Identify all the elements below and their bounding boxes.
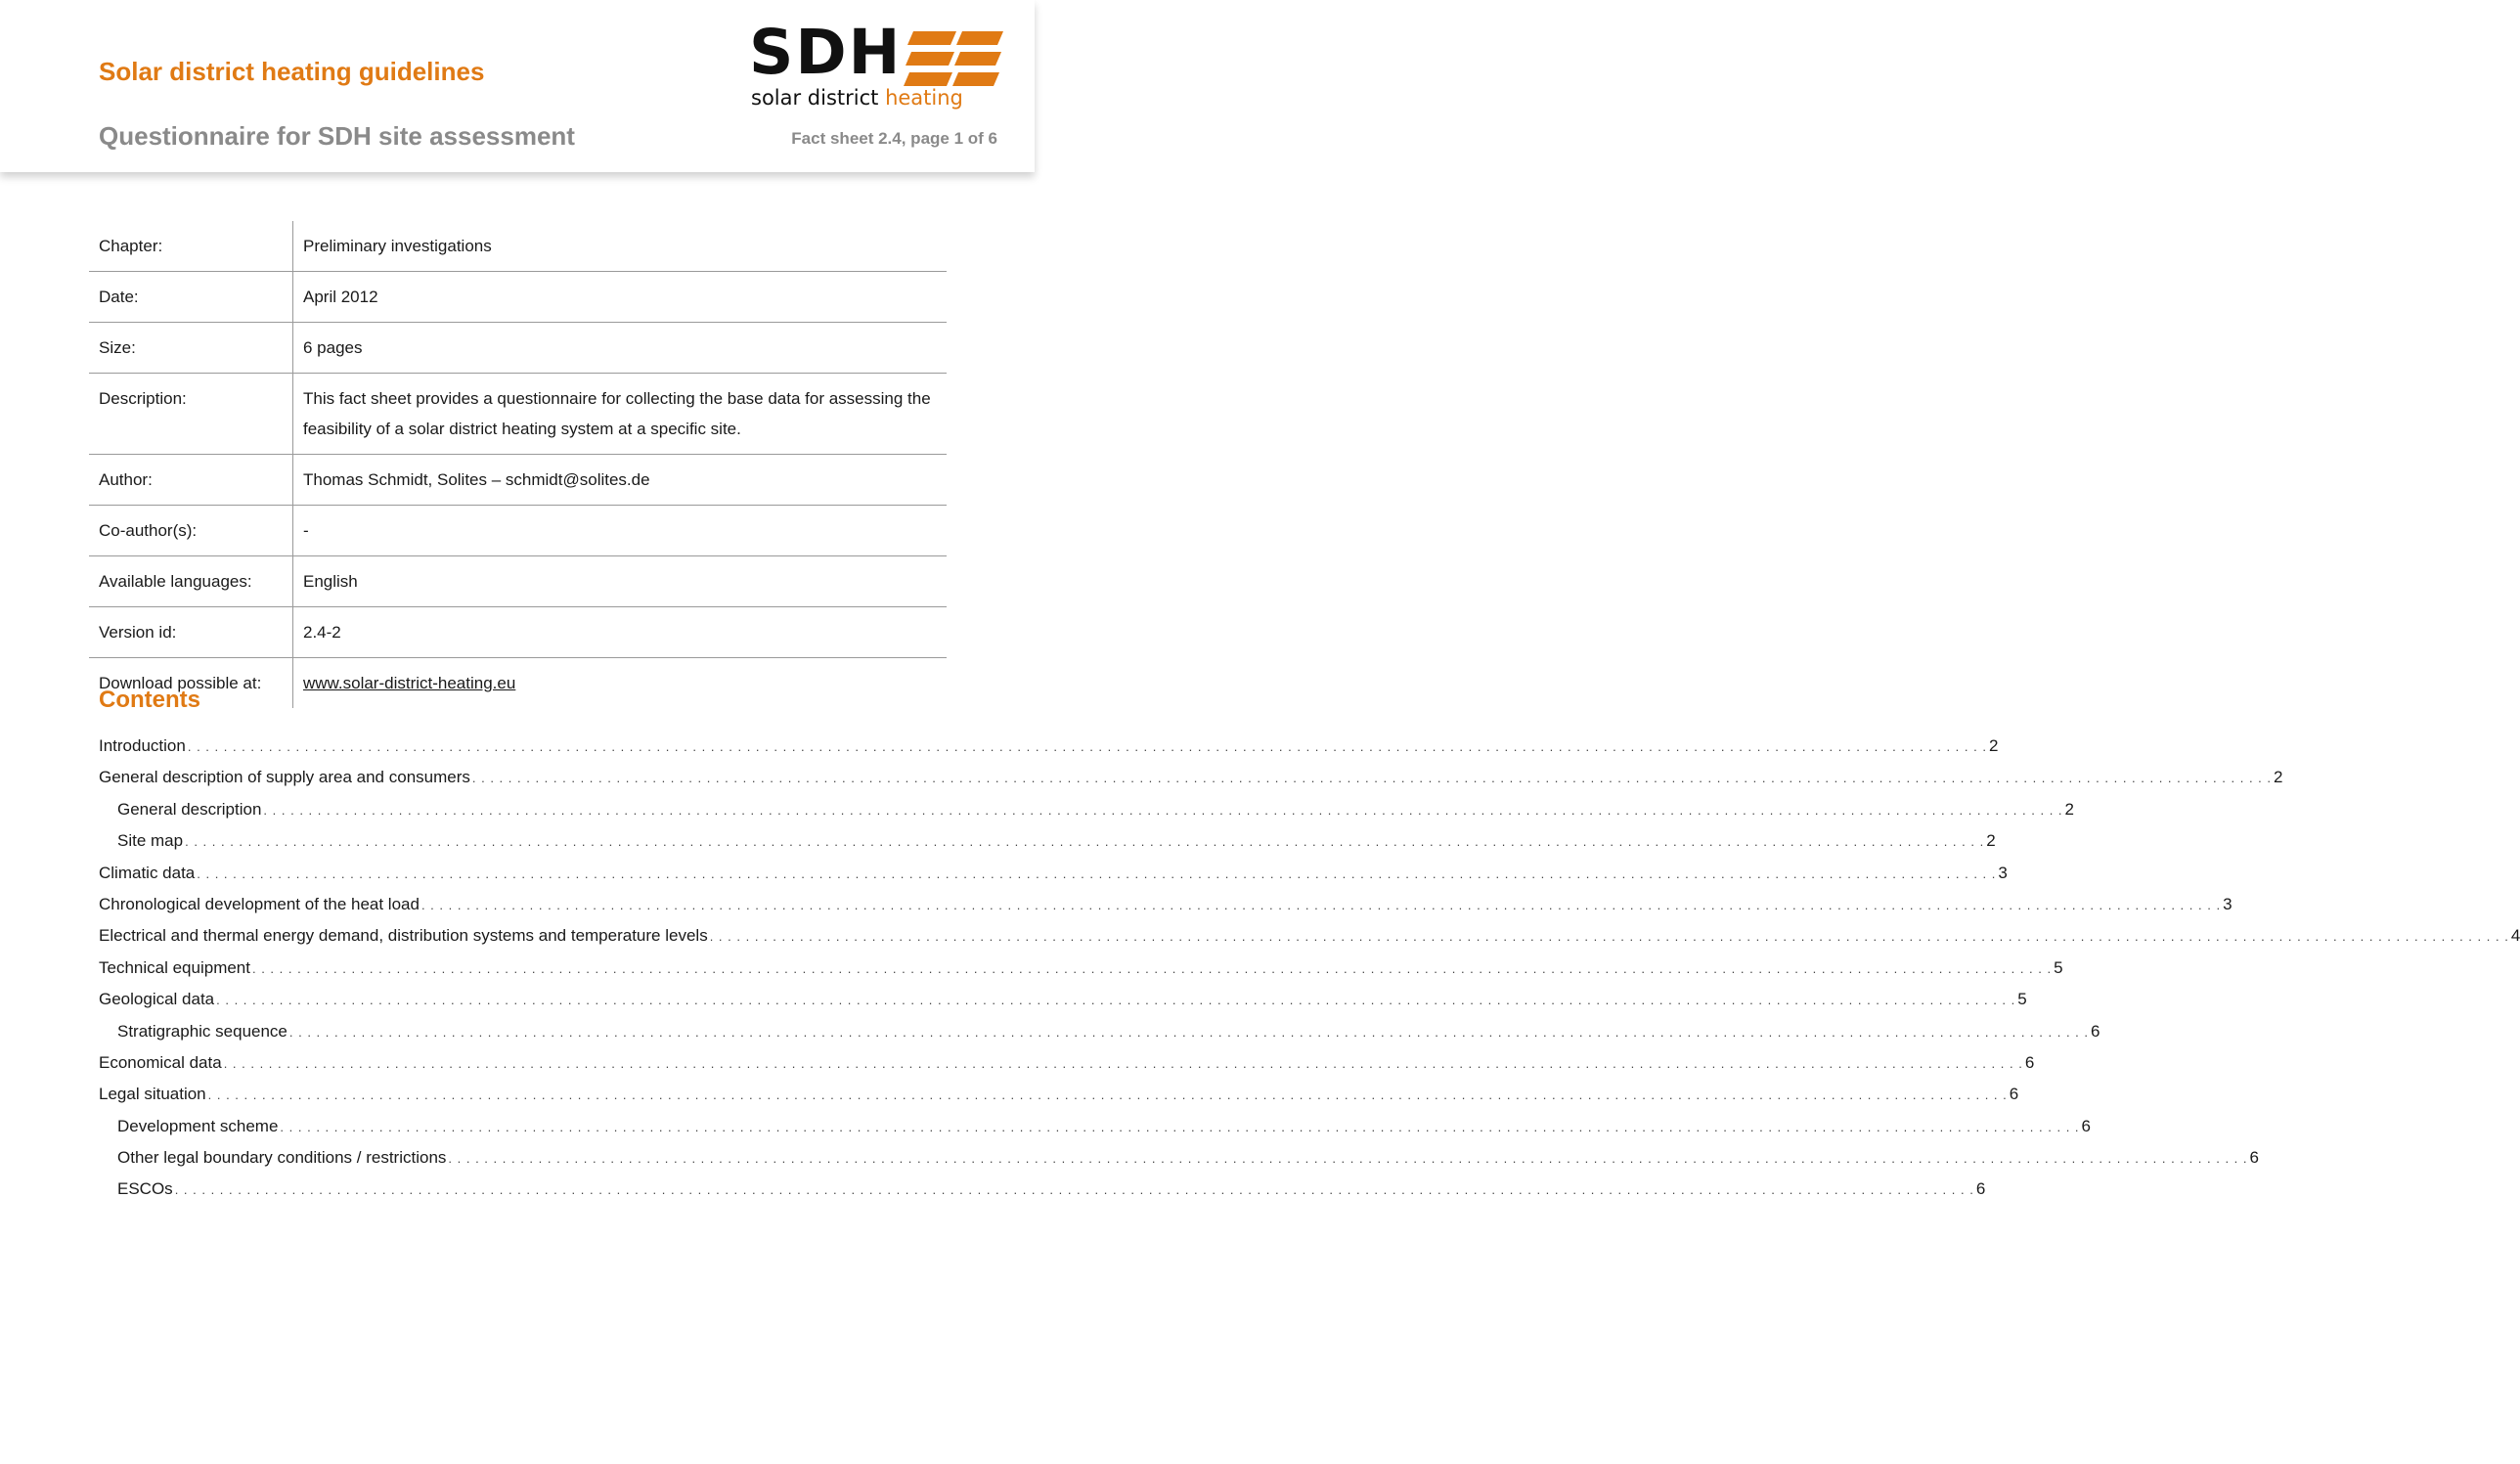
toc-entry-label: Geological data [99,990,215,1009]
metadata-row [89,506,947,556]
logo-tagline-accent: heating [885,86,963,110]
toc-entry-label: Introduction [99,736,186,755]
toc-entry[interactable] [99,765,2283,796]
toc-entry-label: Stratigraphic sequence [117,1021,287,1041]
metadata-value: English [303,572,358,591]
toc-entry[interactable] [99,923,2520,954]
metadata-key: Download possible at: [89,658,293,709]
toc-entry-label: General description of supply area and consumers [99,768,470,787]
download-link[interactable]: www.solar-district-heating.eu [303,674,516,692]
metadata-value: Thomas Schmidt, Solites – schmidt@solites.de [303,470,650,489]
metadata-key: Co-author(s): [89,506,293,556]
toc-entry-label: Development scheme [117,1116,279,1135]
toc-entry[interactable] [99,987,2027,1018]
toc-entry[interactable] [99,1019,2100,1050]
toc-dot-leader: . . . . . . . . . . . . . . . . . . . . . . . . . . . . . . . . . . . . . . . . . . . . . . . . . . . . . . . . . . . . . . . . . . . . . . . . . . . . . . . . . . . . . . . . . . . . . . . . . . . . . . . . . . . . . . . . . . . . . . . . . . . . . . . . . . . . . . . . . . . . . . . . . . . . . . . . . . . . . . . . . . . . . . . . . . . . . . . . . . . . . . . . . . . . . . . . . . . . . . . . [187,739,1987,754]
metadata-key: Description: [89,374,293,455]
toc-dot-leader: . . . . . . . . . . . . . . . . . . . . . . . . . . . . . . . . . . . . . . . . . . . . . . . . . . . . . . . . . . . . . . . . . . . . . . . . . . . . . . . . . . . . . . . . . . . . . . . . . . . . . . . . . . . . . . . . . . . . . . . . . . . . . . . . . . . . . . . . . . . . . . . . . . . . . . . . . . . . . . . . . . . . . . . . . . . . . . . . . . . . . . . . . . . . . . . . . . . . . . . . [185,834,1985,850]
toc-entry-label: Chronological development of the heat load [99,894,420,913]
metadata-key: Version id: [89,607,293,658]
factsheet-page-indicator: Fact sheet 2.4, page 1 of 6 [791,129,997,148]
toc-entry-label: Site map [117,831,184,851]
metadata-row [89,272,947,323]
toc-entry-label: Economical data [99,1052,222,1072]
toc-dot-leader: . . . . . . . . . . . . . . . . . . . . . . . . . . . . . . . . . . . . . . . . . . . . . . . . . . . . . . . . . . . . . . . . . . . . . . . . . . . . . . . . . . . . . . . . . . . . . . . . . . . . . . . . . . . . . . . . . . . . . . . . . . . . . . . . . . . . . . . . . . . . . . . . . . . . . . . . . . . . . . . . . . . . . . . . . . . . . . . . . . . . . . . . . . . . . . . . . . . . . . . . [420,897,2222,912]
metadata-key: Date: [89,272,293,323]
metadata-row [89,323,947,374]
metadata-value: This fact sheet provides a questionnaire for collecting the base data for assessing the feasibility of a solar district heating system at a specific site. [303,389,931,438]
toc-entry[interactable] [99,861,2008,892]
metadata-table [89,221,947,708]
metadata-key: Size: [89,323,293,374]
metadata-row [89,556,947,607]
toc-entry[interactable] [99,733,1999,765]
logo-tagline [751,86,963,110]
toc-page-number: 4 [2510,926,2520,946]
toc-entry[interactable] [99,1145,2259,1176]
toc-dot-leader: . . . . . . . . . . . . . . . . . . . . . . . . . . . . . . . . . . . . . . . . . . . . . . . . . . . . . . . . . . . . . . . . . . . . . . . . . . . . . . . . . . . . . . . . . . . . . . . . . . . . . . . . . . . . . . . . . . . . . . . . . . . . . . . . . . . . . . . . . . . . . . . . . . . . . . . . . . . . . . . . . . . . . . . . . . . . . . . . . . . . . . . . . . . . . . . . . . . . . . . . [251,960,2053,976]
toc-entry-label: Climatic data [99,863,196,882]
toc-entry[interactable] [99,892,2233,923]
toc-entry[interactable] [99,828,1996,860]
metadata-value: Preliminary investigations [303,237,492,255]
toc-entry[interactable] [99,1082,2019,1113]
toc-dot-leader: . . . . . . . . . . . . . . . . . . . . . . . . . . . . . . . . . . . . . . . . . . . . . . . . . . . . . . . . . . . . . . . . . . . . . . . . . . . . . . . . . . . . . . . . . . . . . . . . . . . . . . . . . . . . . . . . . . . . . . . . . . . . . . . . . . . . . . . . . . . . . . . . . . . . . . . . . . . . . . . . . . . . . . . . . . . . . . . . . . . . . . . . . . . . . . . . . . . . . . . . [197,865,1997,881]
metadata-value: 2.4-2 [303,623,341,642]
toc-entry[interactable] [99,955,2063,987]
logo-letters: SDH [749,17,903,88]
metadata-value: April 2012 [303,288,378,306]
toc-entry[interactable] [99,797,2075,828]
toc-dot-leader: . . . . . . . . . . . . . . . . . . . . . . . . . . . . . . . . . . . . . . . . . . . . . . . . . . . . . . . . . . . . . . . . . . . . . . . . . . . . . . . . . . . . . . . . . . . . . . . . . . . . . . . . . . . . . . . . . . . . . . . . . . . . . . . . . . . . . . . . . . . . . . . . . . . . . . . . . . . . . . . . . . . . . . . . . . . . . . . . . . . . . . . . . . . . . . . . . . . . . . . . [448,1151,2248,1167]
toc-page-number: 3 [2223,894,2233,913]
metadata-value: 6 pages [303,338,363,357]
metadata-row [89,374,947,455]
toc-page-number: 6 [2249,1148,2259,1168]
toc-page-number: 3 [1998,863,2008,882]
toc-entry-label: Other legal boundary conditions / restrictions [117,1148,447,1168]
metadata-key: Chapter: [89,221,293,272]
toc-page-number: 2 [2274,768,2283,787]
toc-dot-leader: . . . . . . . . . . . . . . . . . . . . . . . . . . . . . . . . . . . . . . . . . . . . . . . . . . . . . . . . . . . . . . . . . . . . . . . . . . . . . . . . . . . . . . . . . . . . . . . . . . . . . . . . . . . . . . . . . . . . . . . . . . . . . . . . . . . . . . . . . . . . . . . . . . . . . . . . . . . . . . . . . . . . . . . . . . . . . . . . . . . . . . . . . . . . . . . . . . . . . . . . [471,771,2273,786]
toc-dot-leader: . . . . . . . . . . . . . . . . . . . . . . . . . . . . . . . . . . . . . . . . . . . . . . . . . . . . . . . . . . . . . . . . . . . . . . . . . . . . . . . . . . . . . . . . . . . . . . . . . . . . . . . . . . . . . . . . . . . . . . . . . . . . . . . . . . . . . . . . . . . . . . . . . . . . . . . . . . . . . . . . . . . . . . . . . . . . . . . . . . . . . . . . . . . . . . . . . . . . . . . . [263,802,2063,818]
metadata-row [89,455,947,506]
contents-heading: Contents [99,687,200,713]
metadata-key: Author: [89,455,293,506]
toc-page-number: 5 [2054,957,2063,977]
toc-dot-leader: . . . . . . . . . . . . . . . . . . . . . . . . . . . . . . . . . . . . . . . . . . . . . . . . . . . . . . . . . . . . . . . . . . . . . . . . . . . . . . . . . . . . . . . . . . . . . . . . . . . . . . . . . . . . . . . . . . . . . . . . . . . . . . . . . . . . . . . . . . . . . . . . . . . . . . . . . . . . . . . . . . . . . . . . . . . . . . . . . . . . . . . . . . . . . . . . . . . . . . . . [709,929,2509,945]
toc-dot-leader: . . . . . . . . . . . . . . . . . . . . . . . . . . . . . . . . . . . . . . . . . . . . . . . . . . . . . . . . . . . . . . . . . . . . . . . . . . . . . . . . . . . . . . . . . . . . . . . . . . . . . . . . . . . . . . . . . . . . . . . . . . . . . . . . . . . . . . . . . . . . . . . . . . . . . . . . . . . . . . . . . . . . . . . . . . . . . . . . . . . . . . . . . . . . . . . . . . . . . . . . [174,1182,1974,1198]
toc-page-number: 6 [2009,1085,2019,1104]
toc-page-number: 2 [1988,736,1999,755]
toc-entry-label: Technical equipment [99,957,250,977]
toc-entry-label: Electrical and thermal energy demand, distribution systems and temperature levels [99,926,708,946]
logo-stripes-icon [907,31,1003,86]
document-title: Solar district heating guidelines [99,57,485,86]
toc-entry-label: ESCOs [117,1179,173,1199]
toc-entry[interactable] [99,1176,1986,1208]
sdh-logo [749,17,1003,117]
logo-tagline-prefix: solar district [751,86,886,110]
toc-entry[interactable] [99,1050,2035,1082]
toc-dot-leader: . . . . . . . . . . . . . . . . . . . . . . . . . . . . . . . . . . . . . . . . . . . . . . . . . . . . . . . . . . . . . . . . . . . . . . . . . . . . . . . . . . . . . . . . . . . . . . . . . . . . . . . . . . . . . . . . . . . . . . . . . . . . . . . . . . . . . . . . . . . . . . . . . . . . . . . . . . . . . . . . . . . . . . . . . . . . . . . . . . . . . . . . . . . . . . . . . . . . . . . . [288,1024,2090,1040]
toc-page-number: 2 [1986,831,1996,851]
toc-page-number: 6 [2024,1052,2035,1072]
toc-page-number: 6 [2081,1116,2092,1135]
toc-page-number: 6 [2091,1021,2100,1041]
toc-page-number: 6 [1975,1179,1986,1199]
metadata-key: Available languages: [89,556,293,607]
metadata-value [293,658,948,709]
toc-dot-leader: . . . . . . . . . . . . . . . . . . . . . . . . . . . . . . . . . . . . . . . . . . . . . . . . . . . . . . . . . . . . . . . . . . . . . . . . . . . . . . . . . . . . . . . . . . . . . . . . . . . . . . . . . . . . . . . . . . . . . . . . . . . . . . . . . . . . . . . . . . . . . . . . . . . . . . . . . . . . . . . . . . . . . . . . . . . . . . . . . . . . . . . . . . . . . . . . . . . . . . . . [280,1119,2080,1134]
toc-entry-label: General description [117,799,262,819]
metadata-value: - [303,521,309,540]
toc-dot-leader: . . . . . . . . . . . . . . . . . . . . . . . . . . . . . . . . . . . . . . . . . . . . . . . . . . . . . . . . . . . . . . . . . . . . . . . . . . . . . . . . . . . . . . . . . . . . . . . . . . . . . . . . . . . . . . . . . . . . . . . . . . . . . . . . . . . . . . . . . . . . . . . . . . . . . . . . . . . . . . . . . . . . . . . . . . . . . . . . . . . . . . . . . . . . . . . . . . . . . . . . [207,1087,2008,1103]
table-of-contents [99,733,2520,1209]
toc-dot-leader: . . . . . . . . . . . . . . . . . . . . . . . . . . . . . . . . . . . . . . . . . . . . . . . . . . . . . . . . . . . . . . . . . . . . . . . . . . . . . . . . . . . . . . . . . . . . . . . . . . . . . . . . . . . . . . . . . . . . . . . . . . . . . . . . . . . . . . . . . . . . . . . . . . . . . . . . . . . . . . . . . . . . . . . . . . . . . . . . . . . . . . . . . . . . . . . . . . . . . . . . [216,993,2016,1008]
toc-dot-leader: . . . . . . . . . . . . . . . . . . . . . . . . . . . . . . . . . . . . . . . . . . . . . . . . . . . . . . . . . . . . . . . . . . . . . . . . . . . . . . . . . . . . . . . . . . . . . . . . . . . . . . . . . . . . . . . . . . . . . . . . . . . . . . . . . . . . . . . . . . . . . . . . . . . . . . . . . . . . . . . . . . . . . . . . . . . . . . . . . . . . . . . . . . . . . . . . . . . . . . . . [223,1055,2023,1071]
metadata-row [89,658,947,709]
toc-page-number: 5 [2017,990,2027,1009]
toc-page-number: 2 [2064,799,2075,819]
document-subtitle: Questionnaire for SDH site assessment [99,121,575,151]
toc-entry-label: Legal situation [99,1085,206,1104]
toc-entry[interactable] [99,1114,2092,1145]
page-header [0,0,1035,172]
metadata-row [89,221,947,272]
metadata-row [89,607,947,658]
